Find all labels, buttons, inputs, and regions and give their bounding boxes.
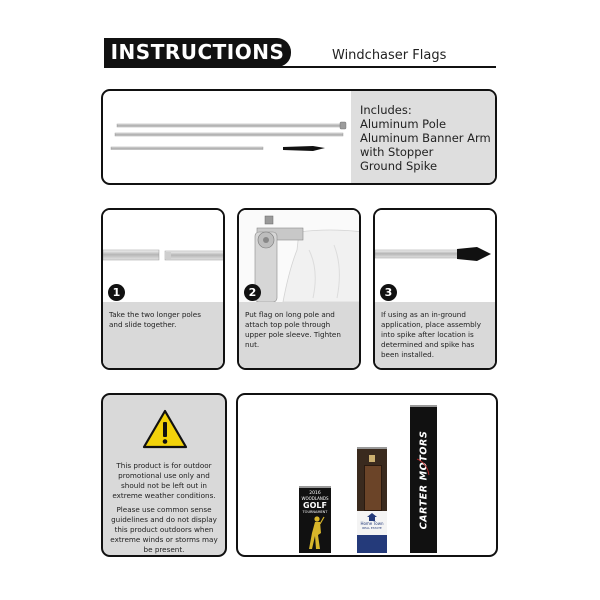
golf-flag-event: TOURNAMENT [302,510,328,514]
golf-flag-word: GOLF [303,501,327,510]
step-text-line: nut. [245,340,260,349]
warning-panel [101,393,227,557]
warning-triangle-icon [142,409,188,449]
step-3-caption [375,302,495,370]
aluminum-pole-2 [115,133,343,136]
lamp-graphic [369,455,375,462]
real-estate-band [357,535,387,553]
golf-flag-org: WOODLANDS [301,496,329,501]
step-text-line: and slide together. [109,320,177,329]
step-number-badge: 1 [108,284,125,301]
carter-motors-label: CARTER MOTORS [418,430,429,530]
instructions-title: INSTRUCTIONS [104,38,291,67]
step-text-line: into spike after location is [381,330,474,339]
carter-motors-flag [410,405,437,553]
step-text-line: Take the two longer poles [109,310,201,319]
step-2-caption [239,302,359,370]
warning-line: should not be left out in [121,481,207,490]
warning-line: be present. [143,545,185,554]
includes-item: Ground Spike [360,159,438,173]
real-estate-name: Home Town [360,521,384,526]
includes-list-panel [351,91,495,183]
real-estate-tag: REAL ESTATE [362,526,382,530]
golf-flag-year: 2016 [309,491,321,496]
warning-line: This product is for outdoor [116,461,212,470]
step-text-line: application, place assembly [381,320,481,329]
door-photo [357,449,387,511]
step-text-line: If using as an in-ground [381,310,466,319]
ground-spike [283,146,325,151]
includes-heading: Includes: [360,103,412,117]
includes-item: with Stopper [360,145,434,159]
warning-line: guidelines and do not display [111,515,217,524]
step-number-badge: 3 [380,284,397,301]
step-2-image [239,210,359,302]
banner-arm [111,147,263,150]
step-text-line: upper pole sleeve. Tighten [245,330,341,339]
warning-line: this product outdoors when [114,525,214,534]
header-rule [104,66,496,68]
step-3-image [375,210,495,302]
step-2-panel [237,208,361,370]
house-logo-icon [367,513,377,521]
step-text-line: Put flag on long pole and [245,310,335,319]
golfer-silhouette-icon [305,515,325,551]
includes-item: Aluminum Pole [360,117,447,131]
step-1-image [103,210,223,302]
warning-line: extreme weather conditions. [112,491,216,500]
step-text-line: determined and spike has [381,340,475,349]
step-1-panel [101,208,225,370]
real-estate-flag [357,447,387,553]
door-graphic [364,465,382,511]
aluminum-pole-1 [117,124,343,127]
step-text-line: been installed. [381,350,435,359]
includes-item: Aluminum Banner Arm [360,131,491,145]
warning-line: promotional use only and [118,471,210,480]
step-3-panel [373,208,497,370]
includes-list [360,103,491,173]
step-1-caption [103,302,223,370]
golf-flag [299,486,331,553]
banner-arm-knob [340,122,346,129]
warning-paragraph-2 [107,505,221,555]
includes-panel [101,89,497,185]
parts-illustration [103,91,355,183]
warning-paragraph-1 [107,461,221,501]
step-text-line: attach top pole through [245,320,331,329]
car-outline-icon [413,457,434,477]
step-number-badge: 2 [244,284,261,301]
warning-line: extreme winds or storms may [110,535,218,544]
product-subtitle: Windchaser Flags [332,48,447,63]
warning-line: Please use common sense [116,505,212,514]
flags-showcase-panel [236,393,498,557]
